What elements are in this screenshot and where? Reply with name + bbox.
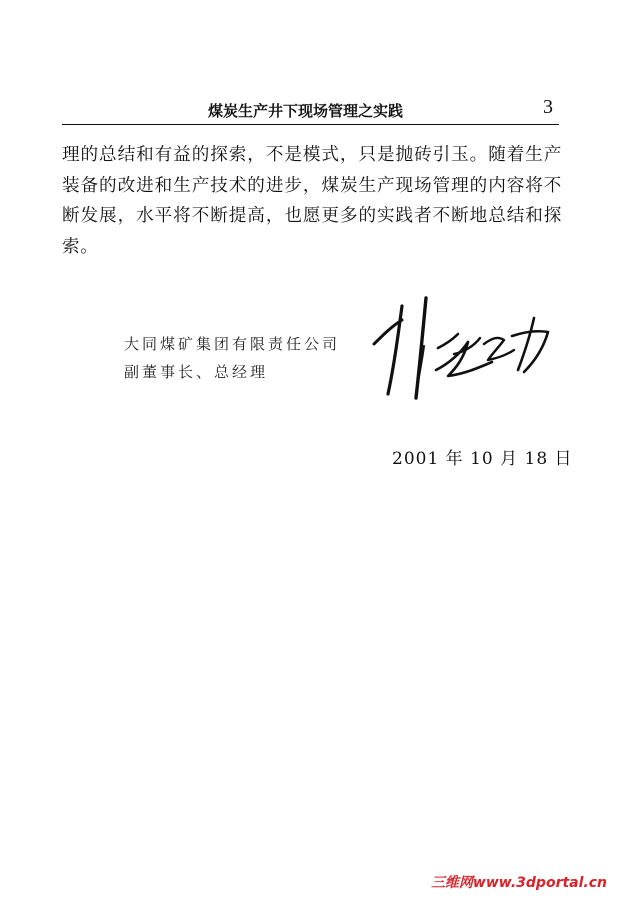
running-title: 煤炭生产井下现场管理之实践 (208, 102, 404, 120)
body-paragraph: 理的总结和有益的探索，不是模式，只是抛砖引玉。随着生产装备的改进和生产技术的进步，煤炭生产现场管理的内容将不断发展，水平将不断提高，也愿更多的实践者不断地总结和探索。 (62, 145, 562, 257)
signatory-organization: 大同煤矿集团有限责任公司 (124, 335, 341, 353)
handwritten-signature (368, 296, 558, 406)
watermark: 三维网www.3dportal.cn (430, 875, 607, 891)
body-text (62, 140, 562, 262)
signature-block (124, 330, 340, 386)
signatory-position: 副董事长、总经理 (124, 363, 269, 381)
page-number: 3 (543, 96, 553, 118)
date: 2001 年 10 月 18 日 (392, 449, 573, 469)
running-header (62, 96, 559, 125)
